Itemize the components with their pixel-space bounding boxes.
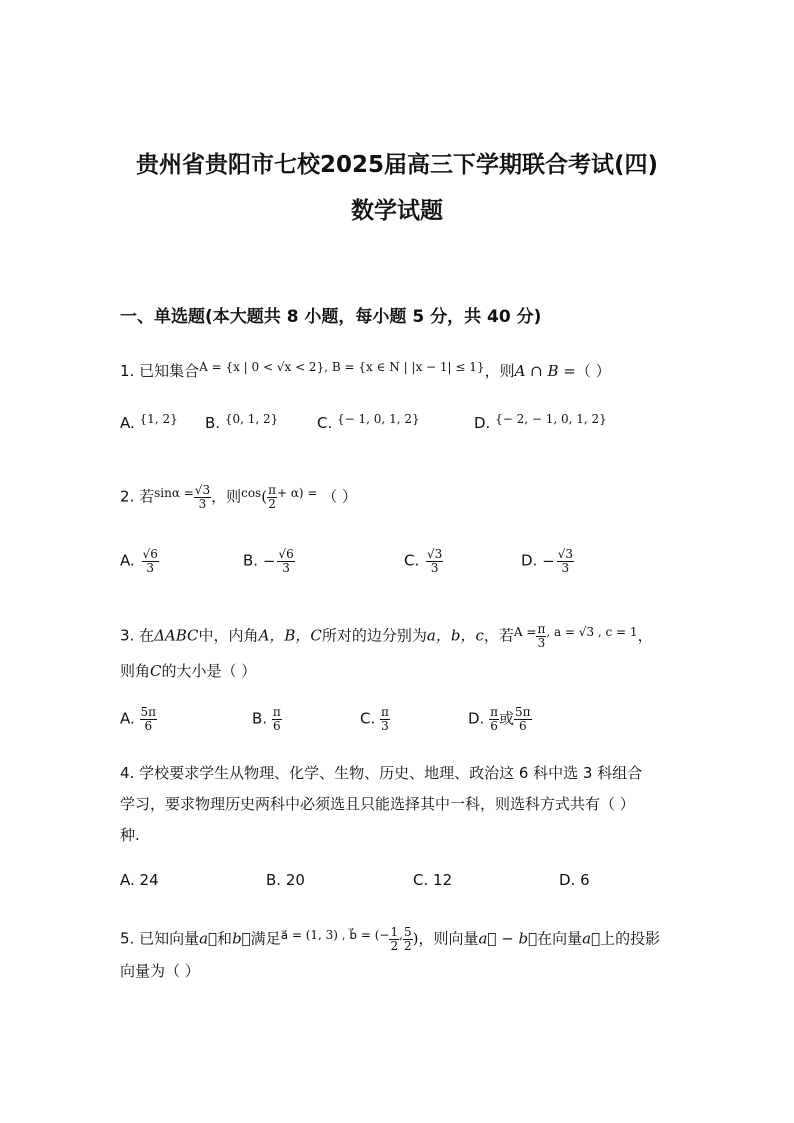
q5-fraction-2: $\frac{5}{2}$ xyxy=(403,925,412,953)
q2-option-b: B. − $\frac{√6}{3}$ xyxy=(243,547,294,575)
q3-option-b: B. $\frac{\pi}{6}$ xyxy=(252,705,281,733)
q1-option-b: B. $^{\{0, 1, 2\}}$ xyxy=(205,412,279,432)
section-heading: 一、单选题(本大题共 8 小题，每小题 5 分，共 40 分) xyxy=(120,307,542,327)
q1-option-a: A. $^{\{1, 2\}}$ xyxy=(120,412,178,432)
page-title: 贵州省贵阳市七校2025届高三下学期联合考试(四) xyxy=(135,152,659,178)
q4-option-c: C. 12 xyxy=(413,871,453,889)
q2-option-c: C. $\frac{√3}{3}$ xyxy=(404,547,443,575)
question-3: 3. 在ΔABC中，内角A，B，C所对的边分别为a，b，c，若$^{A =}$ $\frac{\pi}{3}$ $^{, a = √3 , c = 1}$， xyxy=(120,622,653,650)
q4-option-a: A. 24 xyxy=(120,871,159,889)
question-2: 2. 若$^{sin\alpha =}$ $\frac{√3}{3}$ ，则$^{cos}$( $\frac{\pi}{2}$ $^{+ \alpha) =}$ （ ） xyxy=(120,483,358,511)
question-5-line-2: 向量为（ ） xyxy=(120,962,200,980)
q5-fraction-1: $\frac{1}{2}$ xyxy=(390,925,399,953)
q2-option-d: D. − $\frac{√3}{3}$ xyxy=(521,547,573,575)
question-3-line-2: 则角C的大小是（ ） xyxy=(120,662,257,680)
q4-option-d: D. 6 xyxy=(559,871,590,889)
question-1: 1. 已知集合$^{A = \{x | 0 < √x < 2\},}$ $^{B = \{x \in N | |x - 1| \le 1\}}$，则A ∩ B =（ ） xyxy=(120,360,611,380)
q3-option-c: C. $\frac{\pi}{3}$ xyxy=(360,705,389,733)
q3-option-a: A. $\frac{5\pi}{6}$ xyxy=(120,705,157,733)
question-4-line-2: 学习，要求物理历史两科中必须选且只能选择其中一科，则选科方式共有（ ） xyxy=(120,795,635,813)
q2-ask-fraction: $\frac{\pi}{2}$ xyxy=(268,483,276,511)
q2-given-fraction: $\frac{√3}{3}$ xyxy=(194,483,211,511)
question-4: 4. 学校要求学生从物理、化学、生物、历史、地理、政治这 6 科中选 3 科组合 xyxy=(120,764,643,782)
page-subtitle: 数学试题 xyxy=(351,198,443,224)
q3-cond-fraction: $\frac{\pi}{3}$ xyxy=(537,622,546,650)
q2-option-a: A. $\frac{√6}{3}$ xyxy=(120,547,158,575)
q4-option-b: B. 20 xyxy=(266,871,305,889)
question-5: 5. 已知向量a⃗和b⃗满足$^{a⃗ = (1, 3) , b⃗ = (-}$ $\frac{1}{2}$ , $\frac{5}{2}$ )，则向量a⃗ − b⃗在向量a⃗上的投影 xyxy=(120,925,661,953)
question-4-line-3: 种. xyxy=(120,826,140,844)
q1-option-d: D. $^{\{- 2, - 1, 0, 1, 2\}}$ xyxy=(474,412,607,432)
q1-option-c: C. $^{\{- 1, 0, 1, 2\}}$ xyxy=(317,412,420,432)
q3-option-d: D. $\frac{\pi}{6}$ 或 $\frac{5\pi}{6}$ xyxy=(468,705,531,733)
